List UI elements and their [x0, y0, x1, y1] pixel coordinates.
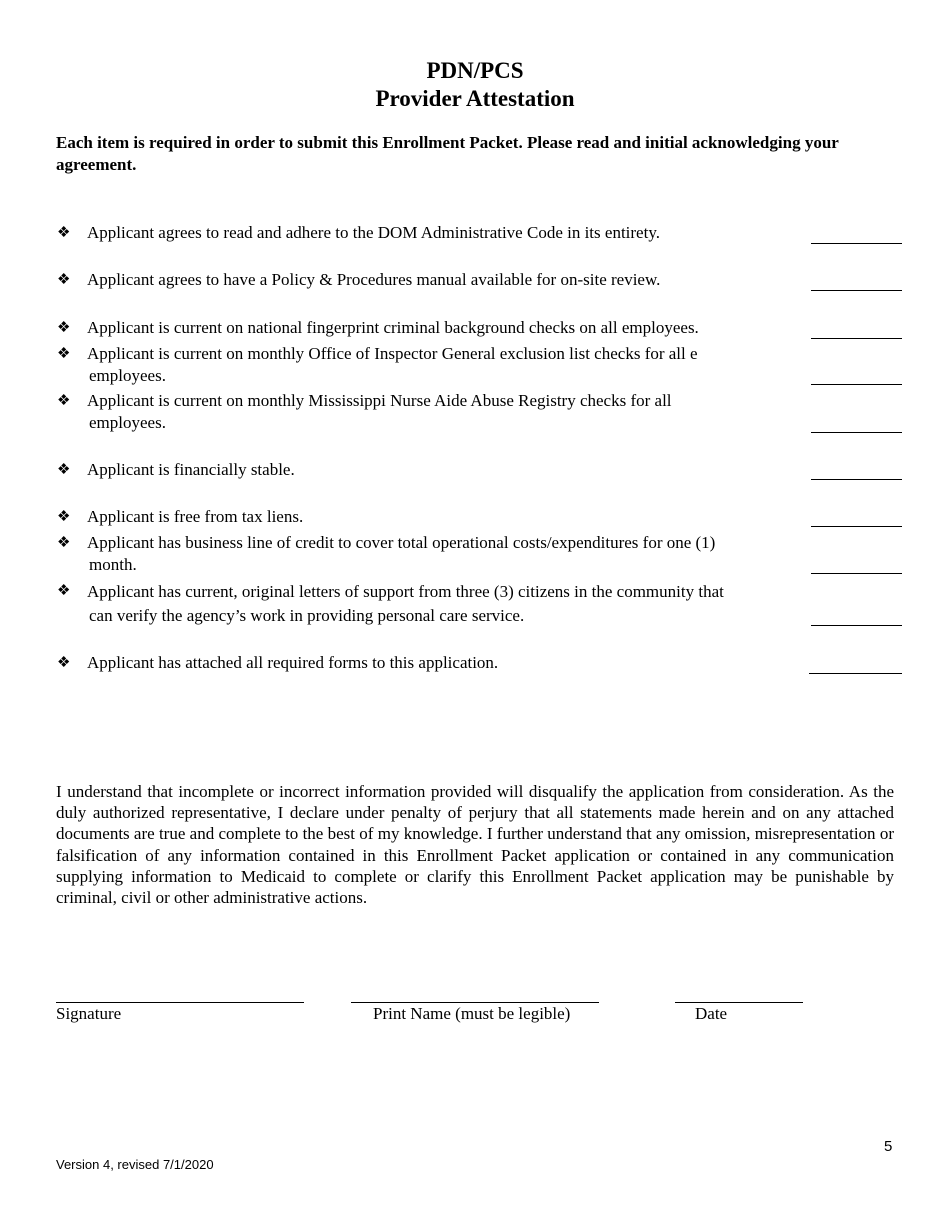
initials-line[interactable] — [811, 573, 902, 574]
attestation-item — [87, 580, 807, 628]
initials-line[interactable] — [809, 673, 902, 674]
item-text-line: can verify the agency’s work in providing personal care service. — [89, 606, 525, 625]
diamond-bullet-icon: ❖ — [57, 225, 71, 241]
page-number: 5 — [884, 1138, 893, 1155]
signature-label: Signature — [56, 1004, 122, 1023]
initials-line[interactable] — [811, 290, 902, 291]
attestation-item — [87, 459, 797, 481]
diamond-bullet-icon: ❖ — [57, 393, 71, 409]
attestation-item — [87, 222, 797, 244]
date-label: Date — [695, 1004, 728, 1023]
initials-line[interactable] — [811, 479, 902, 480]
attestation-item — [87, 317, 797, 339]
print-name-label: Print Name (must be legible) — [373, 1004, 571, 1023]
diamond-bullet-icon: ❖ — [57, 346, 71, 362]
item-text-line: month. — [89, 555, 137, 574]
attestation-item — [87, 652, 797, 674]
item-text-line: Applicant has business line of credit to cover total operational costs/expenditures for one (1) — [87, 533, 716, 552]
attestation-item — [87, 390, 797, 434]
attestation-item — [87, 532, 797, 576]
signature-line[interactable] — [56, 1002, 304, 1003]
initials-line[interactable] — [811, 338, 902, 339]
initials-line[interactable] — [811, 243, 902, 244]
document-title: PDN/PCS — [426, 58, 524, 83]
item-text-line: employees. — [89, 413, 166, 432]
initials-line[interactable] — [811, 526, 902, 527]
diamond-bullet-icon: ❖ — [57, 535, 71, 551]
attestation-statement: I understand that incomplete or incorrect information provided will disqualify the application from consideration. As the duly authorized representative, I declare under penalty of perjury that all statements made herein and on any attached documents are true and complete to the best of my knowledge. I further understand that any omission, misrepresentation or falsification of any information contained in this Enrollment Packet application or contained in any communication supplying information to Medicaid to complete or clarify this Enrollment Packet application may be punishable by criminal, civil or other administrative actions. — [56, 782, 894, 908]
item-text-line: Applicant agrees to have a Policy & Procedures manual available for on-site review. — [87, 270, 661, 289]
diamond-bullet-icon: ❖ — [57, 509, 71, 525]
item-text-line: Applicant is current on national fingerprint criminal background checks on all employees. — [87, 318, 699, 337]
item-text-line: Applicant is current on monthly Office of Inspector General exclusion list checks for all e — [87, 344, 698, 363]
item-text-line: Applicant is current on monthly Mississippi Nurse Aide Abuse Registry checks for all — [87, 391, 672, 410]
print-name-line[interactable] — [351, 1002, 599, 1003]
item-text-line: Applicant has attached all required forms to this application. — [87, 653, 499, 672]
initials-line[interactable] — [811, 384, 902, 385]
date-line[interactable] — [675, 1002, 803, 1003]
item-text-line: Applicant is financially stable. — [87, 460, 295, 479]
item-text-line: Applicant has current, original letters of support from three (3) citizens in the community that — [87, 582, 724, 601]
diamond-bullet-icon: ❖ — [57, 320, 71, 336]
item-text-line: Applicant is free from tax liens. — [87, 507, 304, 526]
instructions: Each item is required in order to submit this Enrollment Packet. Please read and initial acknowledging your agreement. — [56, 133, 839, 174]
document-subtitle: Provider Attestation — [375, 86, 575, 111]
item-text-line: employees. — [89, 366, 166, 385]
diamond-bullet-icon: ❖ — [57, 462, 71, 478]
attestation-item — [87, 269, 797, 291]
diamond-bullet-icon: ❖ — [57, 655, 71, 671]
diamond-bullet-icon: ❖ — [57, 272, 71, 288]
item-text-line: Applicant agrees to read and adhere to the DOM Administrative Code in its entirety. — [87, 223, 660, 242]
version-footer: Version 4, revised 7/1/2020 — [56, 1157, 214, 1172]
diamond-bullet-icon: ❖ — [57, 583, 71, 599]
attestation-item — [87, 506, 797, 528]
initials-line[interactable] — [811, 432, 902, 433]
attestation-item — [87, 343, 797, 387]
initials-line[interactable] — [811, 625, 902, 626]
